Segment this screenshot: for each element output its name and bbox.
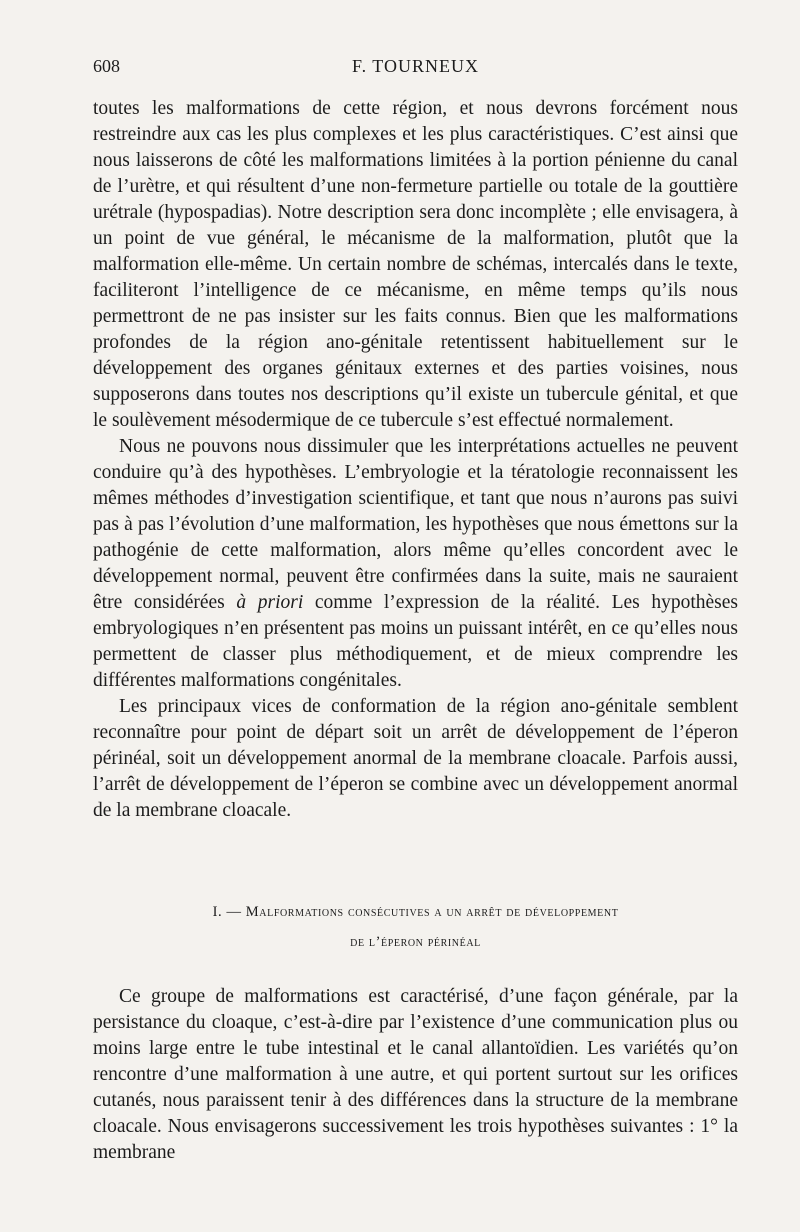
running-head: F. TOURNEUX (352, 56, 479, 76)
paragraph-2 (93, 434, 738, 694)
body-text (93, 96, 738, 824)
page-header (93, 56, 738, 86)
paragraph-2-tail: comme l’expression de la réalité. Les hypothèses embryologiques n’en présentent pas moins un puissant intérêt, en ce qu’elles nous permettent de classer plus méthodiquement, et de mieux comprendre les différentes malformations congénitales. (93, 592, 738, 691)
paragraph-2-text: Nous ne pouvons nous dissimuler que les interprétations actuelles ne peuvent conduire qu’à des hypothèses. L’embryologie et la tératologie reconnaissent les mêmes méthodes d’investigation scientifique, et tant que nous n’aurons pas suivi pas à pas l’évolution d’une malformation, les hypothèses que nous émettons sur la pathogénie de cette malformation, alors même qu’elles concordent avec le développement normal, peuvent être confirmées dans la suite, mais ne sauraient être considérées (93, 436, 738, 613)
paragraph-3: Les principaux vices de conformation de la région ano-génitale semblent reconnaître pour point de départ soit un arrêt de développement de l’éperon périnéal, soit un développement anormal de la membrane cloacale. Parfois aussi, l’arrêt de développement de l’éperon se combine avec un développement anormal de la membrane cloacale. (93, 696, 738, 821)
page-number: 608 (93, 56, 120, 76)
section-heading-line-1: I. — Malformations consécutives a un arrêt de développement (212, 904, 619, 920)
section-heading-line-2: de l’éperon périnéal (350, 934, 481, 950)
section-body (93, 984, 738, 1166)
paragraph-1: toutes les malformations de cette région, et nous devrons forcément nous restreindre aux cas les plus complexes et les plus caractéristiques. C’est ainsi que nous laisserons de côté les malformations limitées à la portion pénienne du canal de l’urètre, et qui résultent d’une non-fermeture partielle ou totale de la gouttière urétrale (hypospadias). Notre description sera donc incomplète ; elle envisagera, à un point de vue général, le mécanisme de la malformation, plutôt que la malformation elle-même. Un certain nombre de schémas, intercalés dans le texte, faciliteront l’intelligence de ce mécanisme, en même temps qu’ils nous permettront de ne pas insister sur les faits connus. Bien que les malformations profondes de la région ano-génitale retentissent habituellement sur le développement des organes génitaux externes et des parties voisines, nous supposerons dans toutes nos descriptions qu’il existe un tubercule génital, et que le soulèvement mésodermique de ce tubercule s’est effectué normalement. (93, 98, 738, 431)
section-paragraph: Ce groupe de malformations est caractérisé, d’une façon générale, par la persistance du cloaque, c’est-à-dire par l’existence d’une communication plus ou moins large entre le tube intestinal et le canal allantoïdien. Les variétés qu’on rencontre d’une malformation à une autre, et qui portent surtout sur les orifices cutanés, nous paraissent tenir à des différences dans la structure de la membrane cloacale. Nous envisagerons successivement les trois hypothèses suivantes : 1° la membrane (93, 986, 738, 1163)
paragraph-2-italic: à priori (236, 592, 304, 613)
